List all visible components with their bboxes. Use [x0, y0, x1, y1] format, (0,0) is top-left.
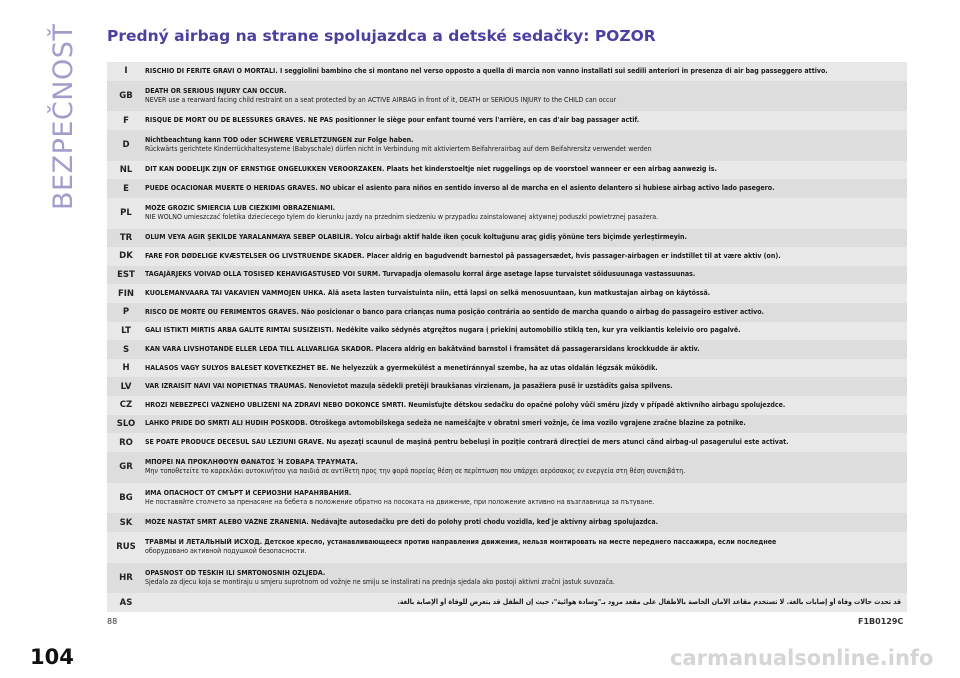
warning-text — [145, 270, 907, 279]
watermark: carmanualsonline.info — [670, 646, 934, 670]
warning-line-1: RISCO DE MORTE OU FERIMENTOS GRAVES. Não posicionar o banco para crianças numa posição contrária ao sentido de marcha quando o airbag do passageiro estiver activo. — [145, 307, 764, 316]
warning-text — [145, 518, 907, 527]
language-code: PL — [120, 208, 132, 219]
warning-row — [107, 284, 907, 303]
warning-line-2: NEVER use a rearward facing child restraint on a seat protected by an ACTIVE AIRBAG in front of it, DEATH or SERIOUS INJURY to the CHILD can occur — [145, 95, 617, 104]
warning-text — [145, 458, 907, 476]
warning-text — [145, 87, 907, 105]
language-code: TR — [119, 232, 133, 243]
warning-line-1: KAN VARA LIVSHOTANDE ELLER LEDA TILL ALLVARLIGA SKADOR. Placera aldrig en bakåtvänd barnstol i framsätet då passagerarsidans krockkudde är aktiv. — [145, 344, 700, 353]
warning-text — [145, 364, 907, 373]
warning-line-2: оборудовано активной подушкой безопасности. — [145, 547, 307, 556]
warning-line-1: DEATH OR SERIOUS INJURY CAN OCCUR. — [145, 86, 287, 95]
warning-line-1: ΜΠΟΡΕΙ ΝΑ ΠΡΟΚΛΗΘΟΥΝ ΘΑΝΑΤΟΣ Ή ΣΟΒΑΡΑ ΤΡΑΥΜΑΤΑ. — [145, 458, 358, 466]
warning-row — [107, 377, 907, 396]
warning-line-1: LAHKO PRIDE DO SMRTI ALI HUDIH POŠKODB. Otroškega avtomobilskega sedeža ne nameščajte v obratni smeri vožnje, če ima vozilo vgrajene zračne blazine za potnike. — [145, 419, 746, 428]
warning-line-1: PUEDE OCACIONAR MUERTE O HERIDAS GRAVES. NO ubicar el asiento para niños en sentido inverso al de marcha en el asiento delantero si hubiese airbag activo lado pasegero. — [145, 183, 775, 192]
language-code: NL — [119, 164, 133, 175]
warning-text — [145, 382, 907, 391]
warning-text — [145, 326, 907, 335]
warning-line-1: RISCHIO DI FERITE GRAVI O MORTALI. I seggiolini bambino che si montano nel verso opposto a quella di marcia non vanno installati sui sedili anteriori in presenza di air bag passeggero attivo. — [145, 66, 828, 75]
warning-row — [107, 452, 907, 483]
warning-row — [107, 532, 907, 563]
warning-text — [145, 569, 907, 587]
warning-text — [145, 116, 907, 125]
language-code: RO — [119, 437, 133, 448]
warning-line-1: HALÁSOS VAGY SÚLYOS BALESET KÖVETKEZHET BE. Ne helyezzük a gyermekülést a menetiránnyal szembe, ha az utas oldalán légzsák működik. — [145, 363, 658, 372]
warning-line-1: قد تحدث حالات وفاة أو إصابات بالغة. لا تستخدم مقاعد الأمان الخاصة بالأطفال على مقعد مزود بـ"وسادة هوائية"، حيث إن الطفل قد يتعرض للوفاة أو الإصابة بالغة. — [397, 597, 901, 606]
warning-line-1: OPASNOST OD TEŠKIH ILI SMRTONOSNIH OZLJEDA. — [145, 568, 326, 577]
language-code: RUS — [116, 542, 136, 553]
warning-text — [145, 67, 907, 76]
language-code: S — [122, 344, 130, 355]
language-code: P — [122, 307, 130, 318]
warning-row — [107, 483, 907, 514]
warning-row — [107, 198, 907, 229]
warning-line-2: Rückwärts gerichtete Kinderrückhaltesysteme (Babyschale) dürfen nicht in Verbindung mit aktiviertem Beifahrerairbag auf dem Beifahrersitz verwendet werden — [145, 145, 652, 154]
page-title: Predný airbag na strane spolujazdca a detské sedačky: POZOR — [107, 27, 656, 45]
page-number: 104 — [30, 645, 74, 669]
warning-text — [145, 345, 907, 354]
warning-text — [145, 438, 907, 447]
warning-line-2: Μην τοποθετείτε το καρεκλάκι αυτοκινήτου για παιδιά σε αντίθετη προς την φορά πορείας θέση σε περίπτωση που υπάρχει αερόσακος εν ενεργεία στη θέση συνεπιβάτη. — [145, 467, 686, 476]
language-code: EST — [117, 270, 135, 281]
warning-row — [107, 111, 907, 130]
warning-row — [107, 513, 907, 532]
language-code: BG — [119, 492, 133, 503]
warning-text — [145, 165, 907, 174]
warning-text — [145, 136, 907, 154]
warning-text — [145, 233, 907, 242]
language-code: SLO — [116, 418, 136, 429]
warning-row — [107, 266, 907, 285]
language-code: LV — [120, 381, 132, 392]
warning-line-1: MÔŽE NASTAŤ SMRŤ ALEBO VÁŽNE ZRANENIA. Nedávajte autosedačku pre deti do polohy proti chodu vozidla, keď je aktívny airbag spolujazdca. — [145, 517, 659, 526]
warning-line-1: DIT KAN DODELIJK ZIJN OF ERNSTIGE ONGELUKKEN VEROORZAKEN. Plaats het kinderstoeltje niet ruggelings op de voorstoel wanneer er een airbag aanwezig is. — [145, 165, 717, 174]
warning-row — [107, 415, 907, 434]
warning-row — [107, 247, 907, 266]
warning-text — [145, 252, 907, 261]
warning-row — [107, 593, 907, 612]
language-code: E — [123, 183, 129, 194]
warning-line-2: Sjedala za djecu koja se montiraju u smjeru suprotnom od vožnje ne smiju se instalirati na prednja sjedala ako postoji aktivni zračni jastuk suvozača. — [145, 577, 615, 586]
section-side-label-text: BEZPEČNOSŤ — [48, 23, 79, 210]
warning-row — [107, 303, 907, 322]
figure-left-number: 88 — [107, 617, 118, 626]
warning-line-1: KUOLEMANVAARA TAI VAKAVIEN VAMMOJEN UHKA. Älä aseta lasten turvaistuinta niin, että lapsi on selkä menosuuntaan, kun matkustajan airbag on käytössä. — [145, 289, 711, 298]
warning-row — [107, 130, 907, 161]
warning-table — [107, 62, 907, 612]
warning-row — [107, 229, 907, 248]
warning-line-1: SE POATE PRODUCE DECESUL SAU LEZIUNI GRAVE. Nu aşezaţi scaunul de maşină pentru bebeluşi în poziţie contrară direcţiei de mers atunci când airbag-ul pasagerului este activat. — [145, 437, 789, 446]
warning-row — [107, 161, 907, 180]
warning-text — [145, 538, 907, 556]
warning-row — [107, 359, 907, 378]
warning-line-1: ИМА ОПАСНОСТ ОТ СМЪРТ И СЕРИОЗНИ НАРАНЯВАНИЯ. — [145, 488, 352, 497]
warning-line-1: TAGAJÄRJEKS VÕIVAD OLLA TÕSISED KEHAVIGASTUSED VÕI SURM. Turvapadja olemasolu korral ärge asetage lapse turvaistet sõidusuunaga vastassuunas. — [145, 270, 696, 279]
language-code: LT — [121, 325, 131, 336]
warning-line-1: ТРАВМЫ И ЛЕТАЛЬНЫЙ ИСХОД. Детское кресло, устанавливающееся против направления движения, нельзя монтировать на месте переднего пассажира, если последнее — [145, 538, 777, 547]
warning-line-1: GALI IŠTIKTI MIRTIS ARBA GALITE RIMTAI SUSIŽEISTI. Nedėkite vaiko sėdynės atgręžtos nugara į priekinį automobilio stiklą ten, kur yra veikiantis keleivio oro pagalvė. — [145, 326, 741, 335]
warning-text — [145, 401, 907, 410]
language-code: I — [124, 66, 128, 77]
warning-row — [107, 179, 907, 198]
warning-line-1: MOŻE GROZIĆ ŚMIERCIA LUB CIEŻKIMI OBRAŻENIAMI. — [145, 203, 336, 212]
warning-text — [145, 598, 907, 607]
warning-line-1: HROZÍ NEBEZPEČÍ VÁŽNÉHO UBLÍŽENÍ NA ZDRAVÍ NEBO DOKONCE SMRTI. Neumisťujte dětskou sedačku do opačné polohy vůči směru jízdy v případě aktivního airbagu spolujezdce. — [145, 400, 786, 409]
language-code: HR — [119, 572, 133, 583]
language-code: SK — [119, 517, 133, 528]
warning-text — [145, 489, 907, 507]
warning-row — [107, 563, 907, 594]
warning-line-1: RISQUE DE MORT OU DE BLESSURES GRAVES. NE PAS positionner le siège pour enfant tourné vers l'arrière, en cas d'air bag passager actif. — [145, 116, 640, 125]
warning-line-1: FARE FOR DØDELIGE KVÆSTELSER OG LIVSTRUENDE SKADER. Placer aldrig en bagudvendt barnestol på passagersædet, hvis passager-airbagen er indstillet til at være aktiv (on). — [145, 251, 781, 260]
warning-row — [107, 81, 907, 112]
warning-text — [145, 308, 907, 317]
section-side-label — [48, 23, 88, 210]
language-code: CZ — [119, 400, 133, 411]
warning-line-1: VAR IZRAISĪT NĀVI VAI NOPIETNAS TRAUMAS. Nenovietot mazuļa sēdekli pretēji braukšanas virzienam, ja pasažiera pusē ir uzstādīts gaisa spilvens. — [145, 382, 673, 391]
warning-text — [145, 289, 907, 298]
warning-row — [107, 322, 907, 341]
figure-code: F1B0129C — [858, 617, 904, 626]
warning-line-2: Не поставяйте столчето за пренасяне на бебета в положение обратно на посоката на движение, при положение активно на възглавница за пътуване. — [145, 497, 655, 506]
language-code: FIN — [117, 288, 135, 299]
language-code: F — [123, 115, 129, 126]
warning-line-1: ÖLÜM VEYA AĞIR ŞEKİLDE YARALANMAYA SEBEP OLABİLİR. Yolcu airbağı aktif halde iken çocuk koltuğunu araç gidiş yönüne ters biçimde yerleştirmeyin. — [145, 233, 687, 242]
warning-line-1: Nichtbeachtung kann TOD oder SCHWERE VERLETZUNGEN zur Folge haben. — [145, 136, 414, 145]
language-code: AS — [119, 597, 133, 608]
warning-row — [107, 433, 907, 452]
language-code: GR — [119, 462, 133, 473]
warning-text — [145, 184, 907, 193]
warning-text — [145, 204, 907, 222]
warning-line-2: NIE WOLNO umieszczać foletika dzieciecego tylem do kierunku jazdy na przednim siedzeniu w przypadku zainstalowanej aktywnej poduszki powietrznej pasażera. — [145, 213, 659, 222]
language-code: DK — [119, 251, 133, 262]
warning-text — [145, 419, 907, 428]
language-code: H — [122, 363, 130, 374]
warning-row — [107, 62, 907, 81]
language-code: GB — [119, 90, 133, 101]
warning-row — [107, 340, 907, 359]
language-code: D — [122, 140, 130, 151]
warning-row — [107, 396, 907, 415]
